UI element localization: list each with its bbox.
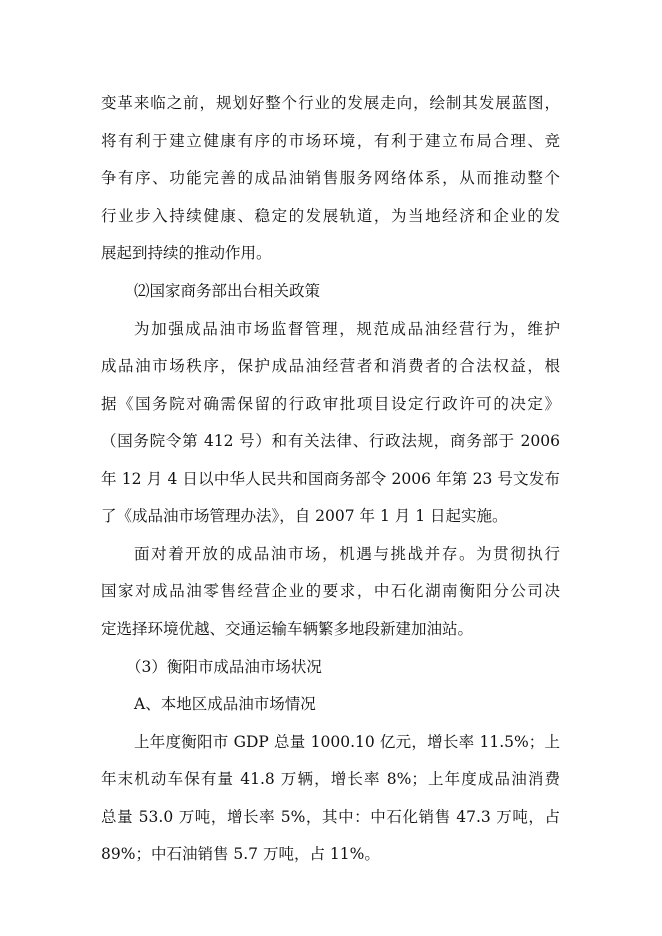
text-line: 将有利于建立健康有序的市场环境，有利于建立布局合理、竞: [101, 132, 560, 150]
paragraph-4-line-1: [0, 732, 662, 772]
text-line: 年 12 月 4 日以中华人民共和国商务部令 2006 年第 23 号文发布: [101, 470, 560, 488]
text-line: 国家对成品油零售经营企业的要求，中石化湖南衡阳分公司决: [101, 582, 560, 600]
text-line: 了《成品油市场管理办法》，自 2007 年 1 月 1 日起实施。: [101, 507, 508, 525]
paragraph-2-line-2: [0, 356, 662, 396]
paragraph-4-line-3: [0, 807, 662, 847]
heading-text: ⑵国家商务部出台相关政策: [134, 282, 321, 300]
text-line: 成品油市场秩序，保护成品油经营者和消费者的合法权益，根: [101, 357, 560, 375]
text-line: 变革来临之前，规划好整个行业的发展走向，绘制其发展蓝图，: [101, 94, 560, 112]
paragraph-1-line-3: [0, 168, 662, 208]
text-line: 据《国务院对确需保留的行政审批项目设定行政许可的决定》: [101, 395, 560, 413]
text-line: 行业步入持续健康、稳定的发展轨道，为当地经济和企业的发: [101, 207, 560, 225]
paragraph-2-line-1: [0, 319, 662, 359]
paragraph-1-line-2: [0, 131, 662, 171]
text-line: 89%；中石油销售 5.7 万吨，占 11%。: [101, 845, 380, 863]
text-line: 年末机动车保有量 41.8 万辆，增长率 8%；上年度成品油消费: [101, 770, 560, 788]
paragraph-3-line-1: [0, 544, 662, 584]
paragraph-1-line-1: [0, 93, 662, 133]
section-heading-3: [0, 657, 662, 697]
paragraph-2-line-3: [0, 394, 662, 434]
heading-text: A、本地区成品油市场情况: [134, 695, 316, 713]
paragraph-1-line-5: [0, 243, 662, 283]
paragraph-3-line-2: [0, 581, 662, 621]
text-line: 上年度衡阳市 GDP 总量 1000.10 亿元，增长率 11.5%；上: [134, 733, 560, 751]
paragraph-3-line-3: [0, 619, 662, 659]
text-line: 定选择环境优越、交通运输车辆繁多地段新建加油站。: [101, 620, 474, 638]
text-line: 争有序、功能完善的成品油销售服务网络体系，从而推动整个: [101, 169, 560, 187]
paragraph-2-line-5: [0, 469, 662, 509]
text-line: 总量 53.0 万吨，增长率 5%，其中：中石化销售 47.3 万吨，占: [101, 808, 560, 826]
paragraph-4-line-4: [0, 844, 662, 884]
paragraph-2-line-4: [0, 431, 662, 471]
paragraph-2-line-6: [0, 506, 662, 546]
text-line: 展起到持续的推动作用。: [101, 244, 272, 262]
paragraph-4-line-2: [0, 769, 662, 809]
heading-text: （3）衡阳市成品油市场状况: [126, 658, 322, 676]
text-line: 面对着开放的成品油市场，机遇与挑战并存。为贯彻执行: [134, 545, 560, 563]
subsection-heading-a: [0, 694, 662, 734]
text-line: （国务院令第 412 号）和有关法律、行政法规，商务部于 2006: [101, 432, 560, 450]
paragraph-1-line-4: [0, 206, 662, 246]
section-heading-2: [0, 281, 662, 321]
text-line: 为加强成品油市场监督管理，规范成品油经营行为，维护: [134, 320, 560, 338]
